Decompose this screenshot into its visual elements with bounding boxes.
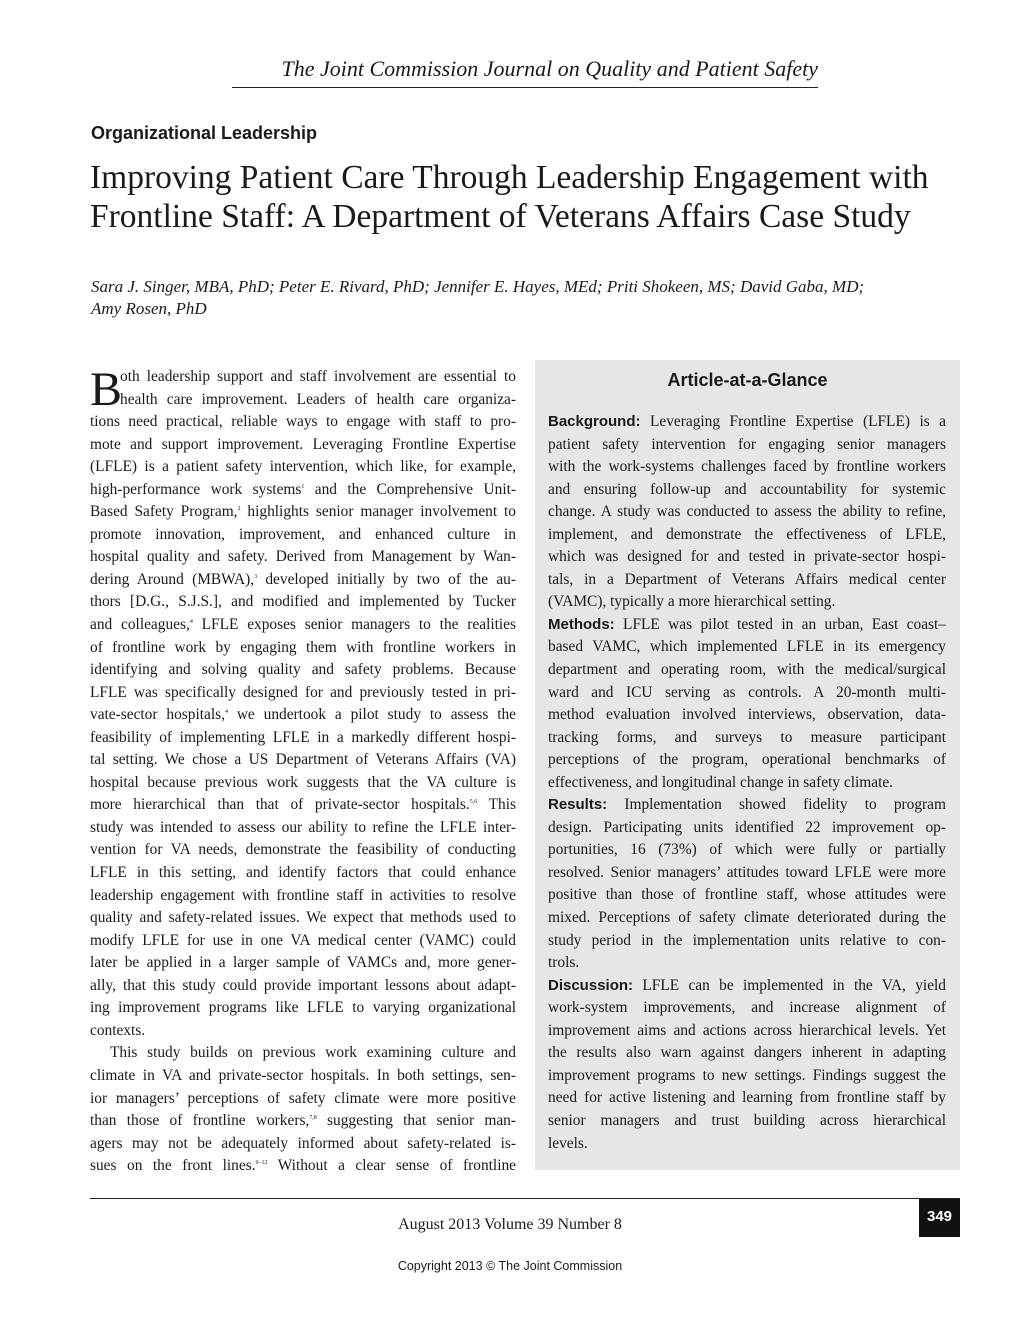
body-line: health care improvement. Leaders of health care organiza- (120, 390, 516, 408)
body-line: This study builds on previous work examining culture and (110, 1044, 516, 1062)
glance-line: improvement aims and actions across hierarchical levels. Yet (548, 1021, 946, 1039)
body-line: mote and support improvement. Leveraging Frontline Expertise (90, 435, 516, 453)
glance-line: positive than those of frontline staff, whose attitudes were (548, 886, 946, 904)
citation-superscript: 4 (224, 709, 228, 716)
page-number: 349 (919, 1199, 960, 1237)
glance-line: ward and ICU serving as controls. A 20-month multi- (548, 683, 946, 701)
body-line: more hierarchical than that of private-sector hospitals.$^{5,6}$ This (90, 796, 517, 814)
glance-line: design. Participating units identified 22 improvement op- (548, 818, 946, 836)
body-line: tal setting. We chose a US Department of Veterans Affairs (VA) (90, 751, 516, 769)
title-line: Improving Patient Care Through Leadership Engagement with (90, 159, 929, 196)
body-line: vate-sector hospitals,$^4$ we undertook a pilot study to assess the (90, 706, 516, 724)
section-label: Organizational Leadership (91, 123, 318, 143)
body-line: feasibility of implementing LFLE in a markedly different hospi- (90, 728, 516, 746)
glance-line: patient safety intervention for engaging senior managers (548, 435, 946, 453)
citation-superscript: 7,8 (309, 1115, 317, 1122)
glance-line: (VAMC), typically a more hierarchical setting. (548, 593, 836, 611)
citation-superscript: 4 (189, 619, 193, 626)
body-line: vention for VA needs, demonstrate the feasibility of conducting (90, 841, 516, 859)
glance-line: Methods: LFLE was pilot tested in an urban, East coast– (548, 615, 946, 633)
body-line: modify LFLE for use in one VA medical center (VAMC) could (90, 931, 516, 949)
glance-section-label: Results: (548, 796, 608, 814)
author-list (91, 276, 951, 320)
body-text-column (90, 363, 517, 1178)
drop-cap: B (90, 363, 123, 416)
glance-line: senior managers and trust building across hierarchical (548, 1111, 946, 1129)
body-line: tions need practical, reliable ways to engage with staff to pro- (90, 413, 516, 431)
glance-line: based VAMC, which implemented LFLE in its emergency (548, 638, 946, 656)
body-line: LFLE in this setting, and identify factors that could enhance (90, 864, 516, 882)
footer-divider (90, 1198, 960, 1199)
glance-line: effectiveness, and longitudinal change in safety climate. (548, 773, 894, 791)
glance-line: improvement programs to new settings. Findings suggest the (548, 1066, 946, 1084)
body-line: climate in VA and private-sector hospitals. In both settings, sen- (90, 1066, 516, 1084)
glance-body (548, 411, 946, 1155)
glance-line: resolved. Senior managers’ attitudes toward LFLE were more (548, 863, 946, 881)
body-line: later be applied in a larger sample of VAMCs and, more gener- (90, 954, 516, 972)
body-line: oth leadership support and staff involvement are essential to (120, 368, 516, 385)
body-line: dering Around (MBWA),$^3$ developed initially by two of the au- (90, 570, 516, 588)
body-line: ally, that this study could provide important lessons about adapt- (90, 976, 516, 994)
copyright: Copyright 2013 © The Joint Commission (397, 1259, 623, 1273)
glance-line: need for active listening and learning from frontline staff by (548, 1089, 946, 1107)
body-line: than those of frontline workers,$^{7,8}$ suggesting that senior man- (90, 1112, 516, 1130)
body-line: hospital because previous work suggests that the VA culture is (90, 773, 516, 791)
glance-line: implement, and demonstrate the effectiveness of LFLE, (548, 525, 946, 543)
body-line: agers may not be adequately informed about safety-related is- (90, 1134, 516, 1152)
journal-header: The Joint Commission Journal on Quality and Patient Safety (232, 54, 818, 88)
body-line: study was intended to assess our ability to refine the LFLE inter- (90, 818, 516, 836)
body-line: thors [D.G., S.J.S.], and modified and implemented by Tucker (90, 593, 516, 611)
body-line: ior managers’ perceptions of safety climate were more positive (90, 1089, 516, 1107)
body-line: and colleagues,$^4$ LFLE exposes senior managers to the realities (90, 616, 516, 634)
body-line: identifying and solving quality and safety problems. Because (90, 661, 516, 679)
glance-line: method evaluation involved interviews, observation, data- (548, 706, 946, 724)
body-line: leadership engagement with frontline staff in activities to resolve (90, 886, 516, 904)
glance-line: tracking forms, and surveys to measure participant (548, 728, 946, 746)
glance-line: with the work-systems challenges faced by frontline workers (548, 458, 946, 476)
title-line: Frontline Staff: A Department of Veterans Affairs Case Study (90, 198, 911, 235)
citation-superscript: 9–12 (255, 1160, 268, 1167)
article-title (90, 158, 960, 236)
glance-line: Results: Implementation showed fidelity to program (548, 796, 946, 814)
body-line: ing improvement programs like LFLE to varying organizational (90, 999, 516, 1017)
glance-line: and ensuring follow-up and accountability for systemic (548, 480, 946, 498)
author-line: Sara J. Singer, MBA, PhD; Peter E. Rivard, PhD; Jennifer E. Hayes, MEd; Priti Shokeen, MS; David Gaba, MD; (91, 277, 865, 296)
glance-line: department and operating room, with the medical/surgical (548, 661, 946, 679)
body-line: LFLE was specifically designed for and previously tested in pri- (90, 683, 516, 701)
issue-info: August 2013 Volume 39 Number 8 (398, 1216, 622, 1233)
glance-title: Article-at-a-Glance (667, 370, 828, 390)
glance-line: trols. (548, 954, 580, 972)
glance-section-label: Methods: (548, 615, 615, 633)
article-at-a-glance-box (535, 360, 960, 1170)
body-line: contexts. (90, 1021, 146, 1039)
glance-line: perceptions of the program, operational benchmarks of (548, 751, 946, 769)
glance-line: the results also warn against dangers inherent in adapting (548, 1044, 946, 1062)
glance-section-label: Discussion: (548, 976, 634, 994)
body-line: promote innovation, improvement, and enhanced culture in (90, 525, 516, 543)
glance-line: Discussion: LFLE can be implemented in the VA, yield (548, 976, 946, 994)
glance-line: levels. (548, 1134, 588, 1152)
body-line: of frontline work by engaging them with frontline workers in (90, 638, 516, 656)
body-line: high-performance work systems$^1$ and the Comprehensive Unit- (90, 480, 516, 498)
glance-line: portunities, 16 (73%) of which were fully or partially (548, 841, 946, 859)
body-line: (LFLE) is a patient safety intervention, which like, for example, (90, 458, 516, 476)
body-line: hospital quality and safety. Derived from Management by Wan- (90, 548, 516, 566)
body-line: Based Safety Program,$^2$ highlights senior manager involvement to (90, 503, 517, 521)
glance-section-label: Background: (548, 413, 641, 430)
body-line: quality and safety-related issues. We expect that methods used to (90, 909, 516, 927)
citation-superscript: 2 (237, 506, 241, 513)
glance-line: Background: Leveraging Frontline Expertise (LFLE) is a (548, 413, 946, 430)
glance-line: which was designed for and tested in private-sector hospi- (548, 548, 946, 566)
glance-line: study period in the implementation units relative to con- (548, 931, 946, 949)
glance-line: change. A study was conducted to assess the ability to refine, (548, 503, 946, 521)
glance-line: work-system improvements, and increase alignment of (548, 999, 946, 1017)
citation-superscript: 1 (301, 483, 305, 490)
citation-superscript: 3 (254, 573, 258, 580)
author-line: Amy Rosen, PhD (91, 299, 207, 318)
citation-superscript: 5,6 (469, 799, 478, 806)
glance-line: tals, in a Department of Veterans Affairs medical center (548, 570, 946, 588)
glance-line: mixed. Perceptions of safety climate deteriorated during the (548, 909, 946, 927)
body-line: sues on the front lines.$^{9-12}$ Without a clear sense of frontline (90, 1157, 516, 1175)
